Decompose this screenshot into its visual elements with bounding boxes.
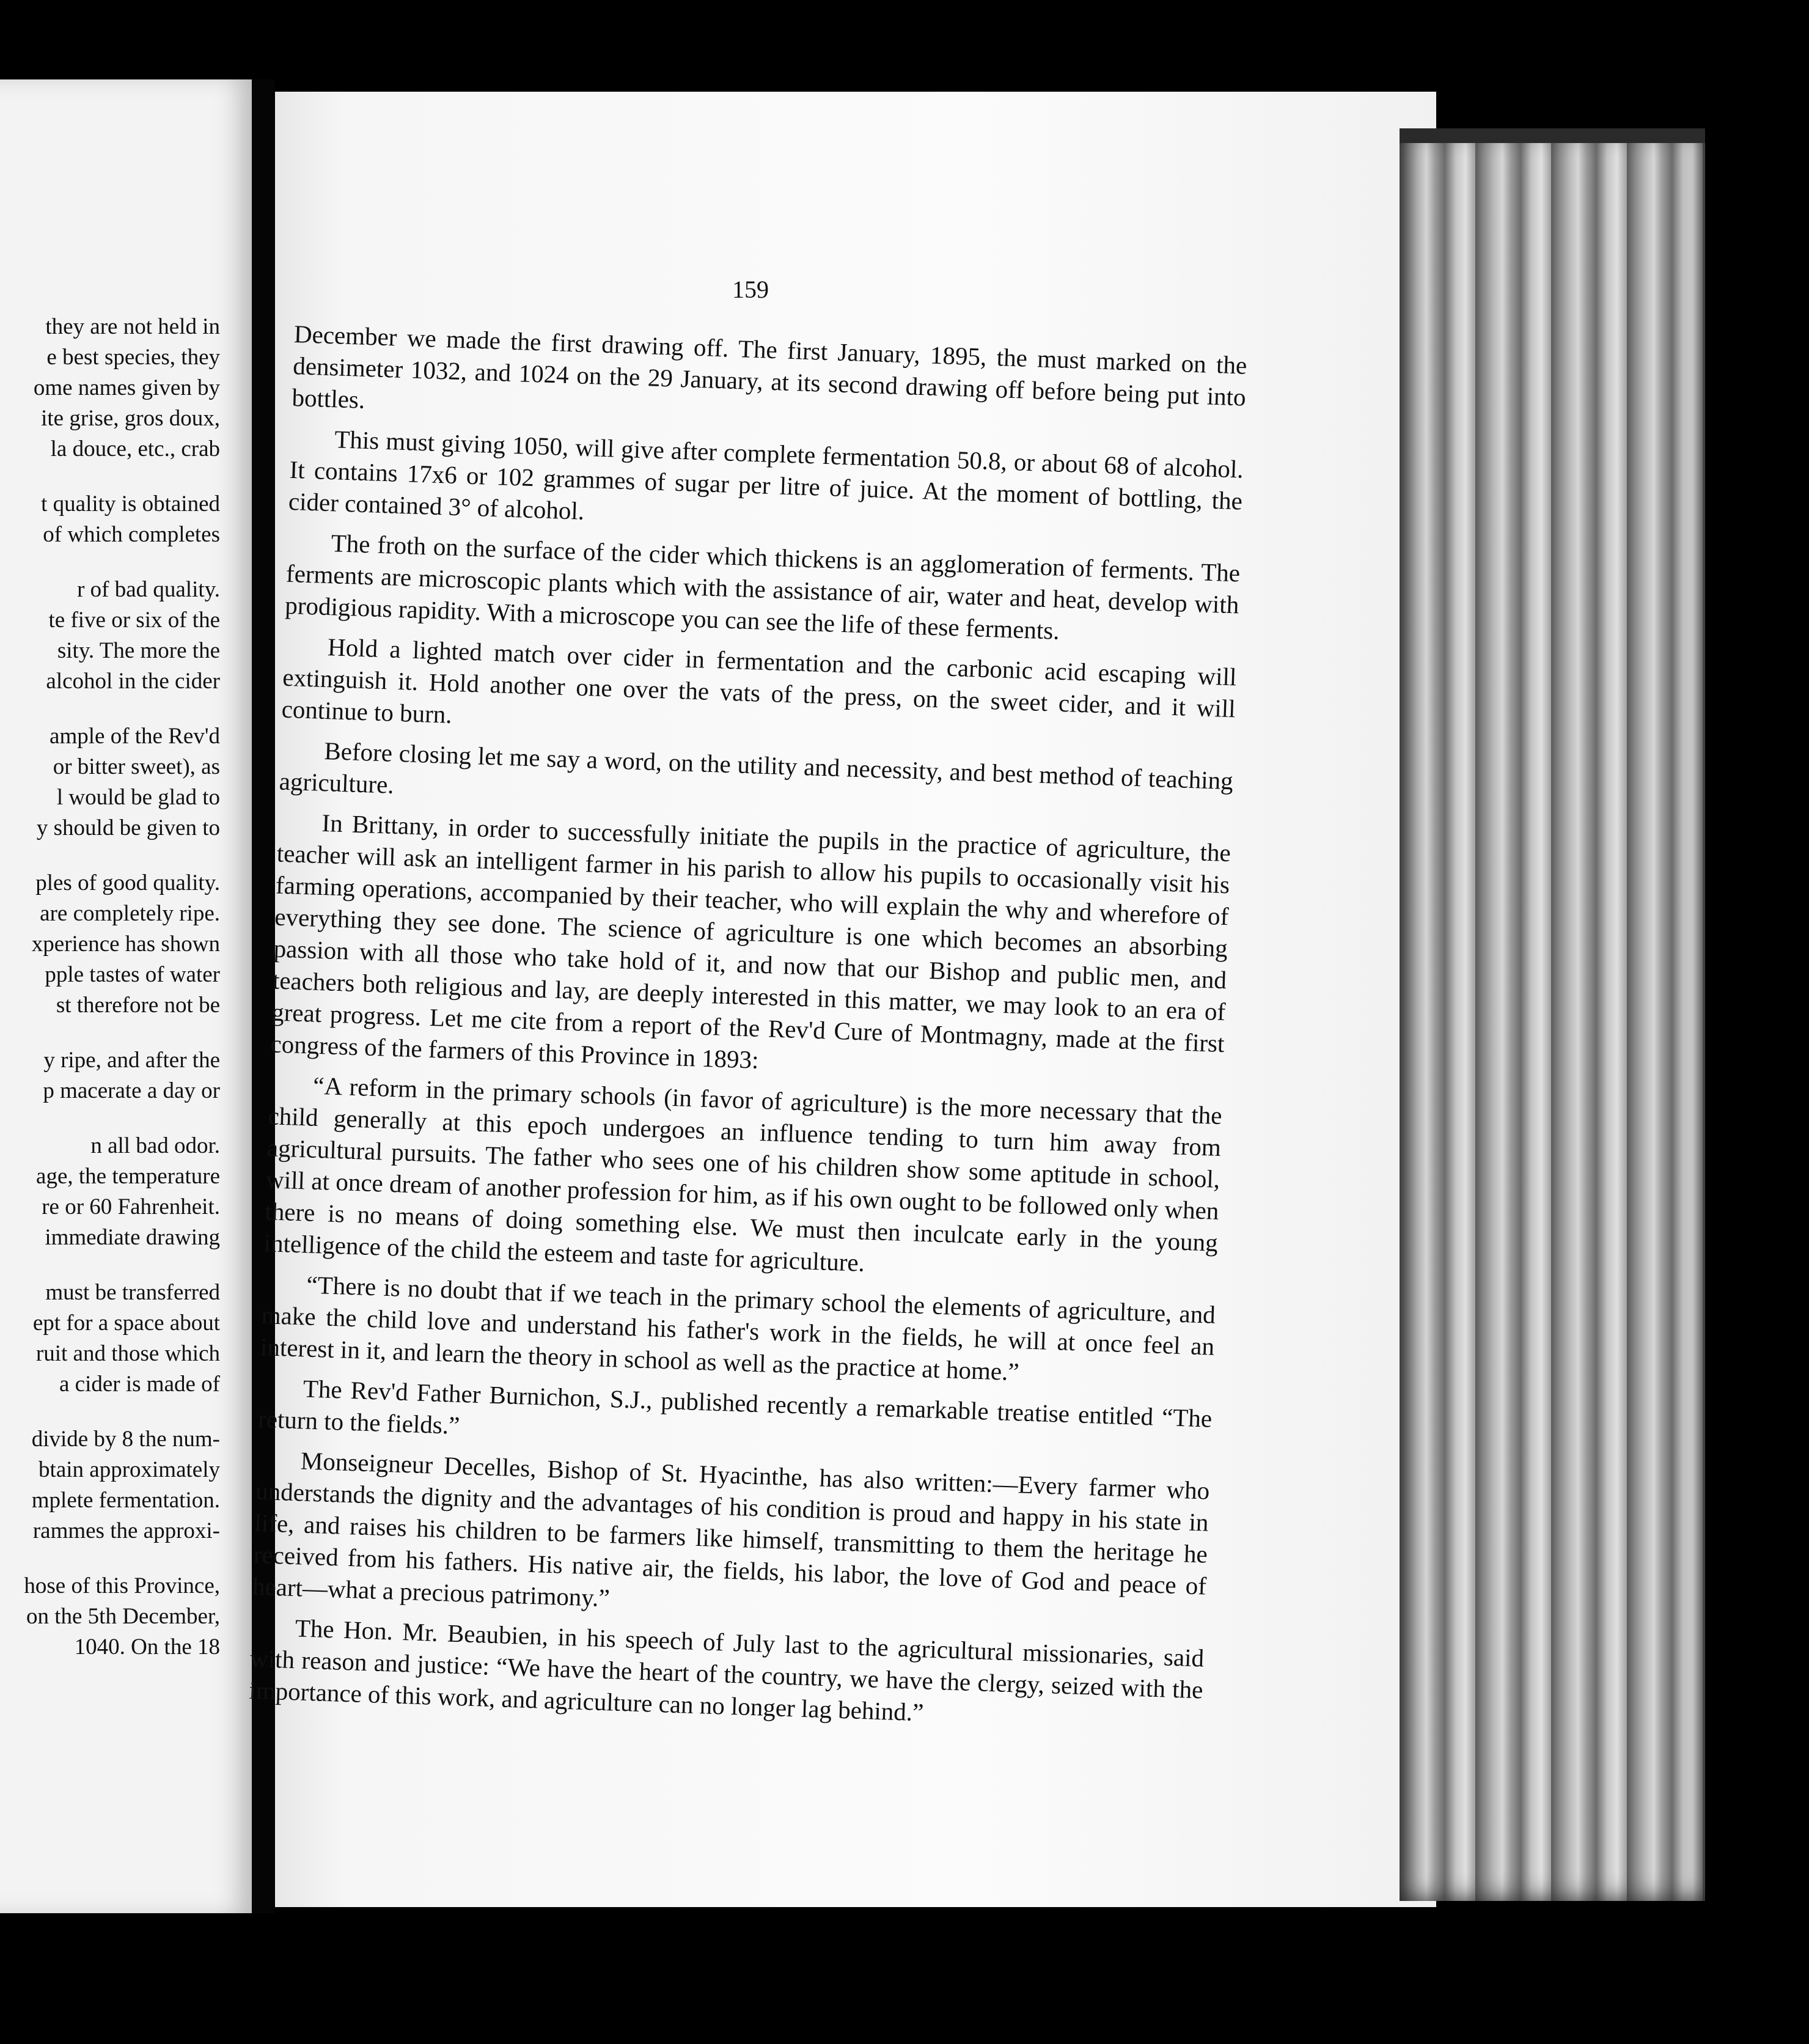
left-page-line: y should be given to — [36, 815, 220, 840]
left-page-line: btain approximately — [39, 1457, 220, 1482]
left-page-line: re or 60 Fahrenheit. — [42, 1194, 220, 1219]
line-gap — [0, 697, 220, 721]
left-page-line: alcohol in the cider — [46, 669, 220, 694]
paragraph: The Rev'd Father Burnichon, S.J., published recently a remarkable treatise entitled “The return to the fields.” — [257, 1374, 1213, 1439]
line-gap — [0, 1021, 220, 1045]
left-page-line: must be transferred — [45, 1280, 220, 1305]
body-text — [248, 318, 1247, 1746]
left-page-line: ample of the Rev'd — [50, 724, 220, 749]
left-page-line: p macerate a day or — [43, 1078, 220, 1103]
left-page-line: pple tastes of water — [45, 962, 220, 987]
left-page-line: ruit and those which — [35, 1341, 220, 1366]
left-page-line: r of bad quality. — [77, 577, 220, 602]
left-page-line: divide by 8 the num- — [31, 1427, 220, 1452]
left-page-line: te five or six of the — [48, 608, 220, 633]
paragraph: In Brittany, in order to successfully initiate the pupils in the practice of agriculture, the teacher will ask an intelligent farmer in his parish to allow his pupils to occasionally visit his farming operations, accompanied by their teacher, who will explain the why and wherefore of everything they see done. The science of agriculture is one which becomes an absorbing passion with all those who take hold of it, and now that our Bishop and public men, and teachers both religious and lay, are deeply interested in this matter, we may look to an era of great progress. Let me cite from a report of the Rev'd Cure of Montmagny, made at the first congress of the farmers of this Province in 1893: — [270, 808, 1231, 1074]
left-page-line: e best species, they — [46, 345, 220, 370]
left-page-line: t quality is obtained — [41, 491, 220, 517]
line-gap — [0, 1253, 220, 1278]
left-page-line: l would be glad to — [56, 785, 220, 810]
left-page-line: ite grise, gros doux, — [41, 406, 220, 431]
left-page-line: 1040. On the 18 — [74, 1634, 220, 1660]
left-page — [0, 79, 252, 1913]
line-gap — [0, 550, 220, 575]
left-page-line: age, the temperature — [36, 1164, 220, 1189]
quote-paragraph: “A reform in the primary schools (in favor of agriculture) is the more necessary that the child generally at this epoch undergoes an influence tending to turn him away from agricultural pursuits. The father who sees one of his children show some aptitude in school, will at once dream of another profession for him, as if his own ought to be followed only when there is no means of doing something else. We must then inculcate early in the young intelligence of the child the esteem and taste for agriculture. — [263, 1071, 1223, 1277]
left-page-line: on the 5th December, — [26, 1604, 220, 1629]
left-page-line: of which completes — [43, 522, 220, 547]
paragraph: Before closing let me say a word, on the utility and necessity, and best method of teaching agriculture. — [279, 737, 1234, 799]
paragraph: Hold a lighted match over cider in fermentation and the carbonic acid escaping will extinguish it. Hold another one over the vats of the press, on the sweet cider, and it will continue to burn. — [281, 633, 1238, 729]
left-page-line: they are not held in — [45, 314, 220, 339]
left-page-line: n all bad odor. — [90, 1133, 220, 1158]
line-gap — [0, 1106, 220, 1131]
paragraph: The froth on the surface of the cider which thickens is an agglomeration of ferments. The ferments are microscopic plants which with the assistance of air, water and heat, develop with prodigious rapidity. With a microscope you can see the life of these ferments. — [284, 529, 1241, 645]
paragraph: The Hon. Mr. Beaubien, in his speech of July last to the agricultural missionaries, said with reason and justice: “We have the heart of the country, we have the clergy, seized with the importance of this work, and agriculture can no longer lag behind.” — [248, 1614, 1205, 1727]
left-page-line: rammes the approxi- — [32, 1518, 220, 1543]
line-gap — [0, 465, 220, 489]
left-page-text — [0, 312, 220, 1663]
quote-paragraph: “There is no doubt that if we teach in the primary school the elements of agriculture, and make the child love and understand his father's work in the fields, he will at once feel an interest in it, and learn the theory in school as well as the practice at home.” — [260, 1270, 1216, 1386]
left-page-line: la douce, etc., crab — [50, 436, 220, 461]
page-number: 159 — [732, 276, 769, 303]
left-page-line: hose of this Province, — [24, 1573, 220, 1598]
left-page-line: y ripe, and after the — [43, 1048, 220, 1073]
line-gap — [0, 844, 220, 868]
paragraph: December we made the first drawing off. The first January, 1895, the must marked on the densimeter 1032, and 1024 on the 29 January, at its second drawing off before being put into bottles. — [291, 319, 1248, 414]
left-page-line: st therefore not be — [56, 993, 220, 1018]
page-edges — [1400, 128, 1705, 1901]
line-gap — [0, 1400, 220, 1424]
line-gap — [0, 1546, 220, 1571]
left-page-line: ome names given by — [33, 375, 220, 400]
left-page-line: ept for a space about — [32, 1311, 220, 1336]
left-page-line: ples of good quality. — [35, 870, 220, 895]
left-page-line: or bitter sweet), as — [53, 754, 220, 779]
left-page-line: are completely ripe. — [40, 901, 220, 926]
left-page-line: sity. The more the — [57, 638, 220, 663]
paragraph: Monseigneur Decelles, Bishop of St. Hyacinthe, has also written:—Every farmer who understands the dignity and the advantages of his condition is proud and happy in his state in life, and raises his children to be farmers like himself, transmitting to them the heritage he received from his fathers. His native air, the fields, his labor, the love of God and peace of heart—what a precious patrimony.” — [252, 1446, 1210, 1612]
left-page-line: xperience has shown — [31, 932, 220, 957]
left-page-line: mplete fermentation. — [31, 1488, 220, 1513]
left-page-line: a cider is made of — [59, 1372, 220, 1397]
paragraph: This must giving 1050, will give after complete fermentation 50.8, or about 68 of alcohol. It contains 17x6 or 102 grammes of sugar per litre of juice. At the moment of bottling, the cider contained 3° of alcohol. — [288, 425, 1244, 525]
left-page-line: immediate drawing — [45, 1225, 220, 1250]
